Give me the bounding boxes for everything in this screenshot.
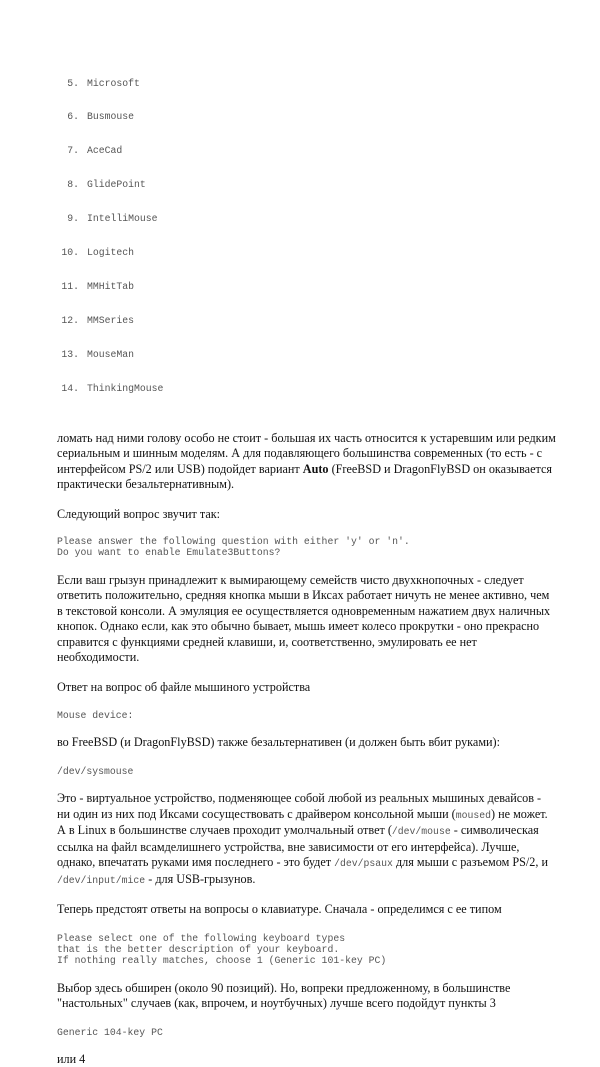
code-block-emulate3buttons: Please answer the following question with either 'y' or 'n'. Do you want to enable Emulate3Buttons? (57, 536, 410, 559)
mouse-type-list (57, 55, 557, 417)
list-item: 11. MMHitTab (61, 280, 135, 292)
code-block-keyboard-types: Please select one of the following keyboard types that is the better description of your keyboard. If nothing really matches, choose 1 (Generic 101-key PC) (57, 932, 387, 967)
paragraph-keyboard-intro: Теперь предстоят ответы на вопросы о клавиатуре. Сначала - определимся с ее типом (57, 902, 502, 917)
auto-option: Auto (302, 461, 329, 476)
list-item: 10. Logitech (61, 247, 135, 259)
list-item: 12. MMSeries (61, 314, 135, 326)
paragraph-or-4: или 4 (57, 1051, 86, 1066)
paragraph-next-question: Следующий вопрос звучит так: (57, 506, 221, 521)
document-page (57, 55, 557, 1067)
inline-code: moused (455, 809, 492, 821)
paragraph-virtual-device: Это - виртуальное устройство, подменяющее собой любой из реальных мышиных девайсов - ни один из них под Иксами сосуществовать с драйвером консольной мыши (moused) не может. А в Linux в большинстве случаев проходит умолчальный ответ (/dev/mouse - символическая ссылка на файл всамделишнего устройства, вне зависимости от его интерфейса). Лучше, однако, впечатать руками имя последнего - это будет /dev/psaux для мыши с разъемом PS/2, и /dev/input/mice - для USB-грызунов. (57, 791, 549, 886)
list-item: 6. Busmouse (67, 111, 135, 123)
paragraph-mouse-device-question: Ответ на вопрос об файле мышиного устройства (57, 679, 311, 694)
list-item: 5. Microsoft (67, 77, 140, 89)
code-block-generic-104: Generic 104-key PC (57, 1026, 163, 1038)
list-item: 14. ThinkingMouse (61, 382, 164, 394)
paragraph-keyboard-choice: Выбор здесь обширен (около 90 позиций). Но, вопреки предложенному, в большинстве "настольных" случаев (как, впрочем, и ноутбучных) лучше всего подойдут пункты 3 (57, 980, 511, 1011)
list-item: 9. IntelliMouse (67, 213, 158, 225)
list-item: 7. AceCad (67, 145, 123, 157)
code-block-mouse-device: Mouse device: (57, 710, 134, 722)
inline-code: /dev/input/mice (57, 874, 146, 886)
inline-code: /dev/psaux (334, 858, 393, 870)
code-block-sysmouse: /dev/sysmouse (57, 765, 134, 777)
paragraph-two-button-mouse: Если ваш грызун принадлежит к вымирающему семейств чисто двухкнопочных - следует ответить положительно, средняя кнопка мыши в Иксах работает ничуть не менее активно, чем в текстовой консоли. А эмуляция ее осуществляется одновременным нажатием двух наличных кнопок. Однако если, как это обычно бывает, мышь имеет колесо прокрутки - оно прекрасно справится с функциями средней клавиши, и, соответственно, эмулировать ее нет необходимости. (57, 572, 551, 665)
list-item: 13. MouseMan (61, 348, 135, 360)
inline-code: /dev/mouse (391, 826, 451, 838)
paragraph-mouse-models: ломать над ними голову особо не стоит - большая их часть относится к устаревшим или редким сериальным и шинным моделям. А для подавляющего большинства современных (то есть - с интерфейсом PS/2 или USB) подойдет вариант Auto (FreeBSD и DragonFlyBSD он оказывается практически безальтернативным). (57, 430, 556, 491)
paragraph-freebsd-device: во FreeBSD (и DragonFlyBSD) также безальтернативен (и должен быть вбит руками): (57, 735, 500, 750)
list-item: 8. GlidePoint (67, 179, 146, 191)
